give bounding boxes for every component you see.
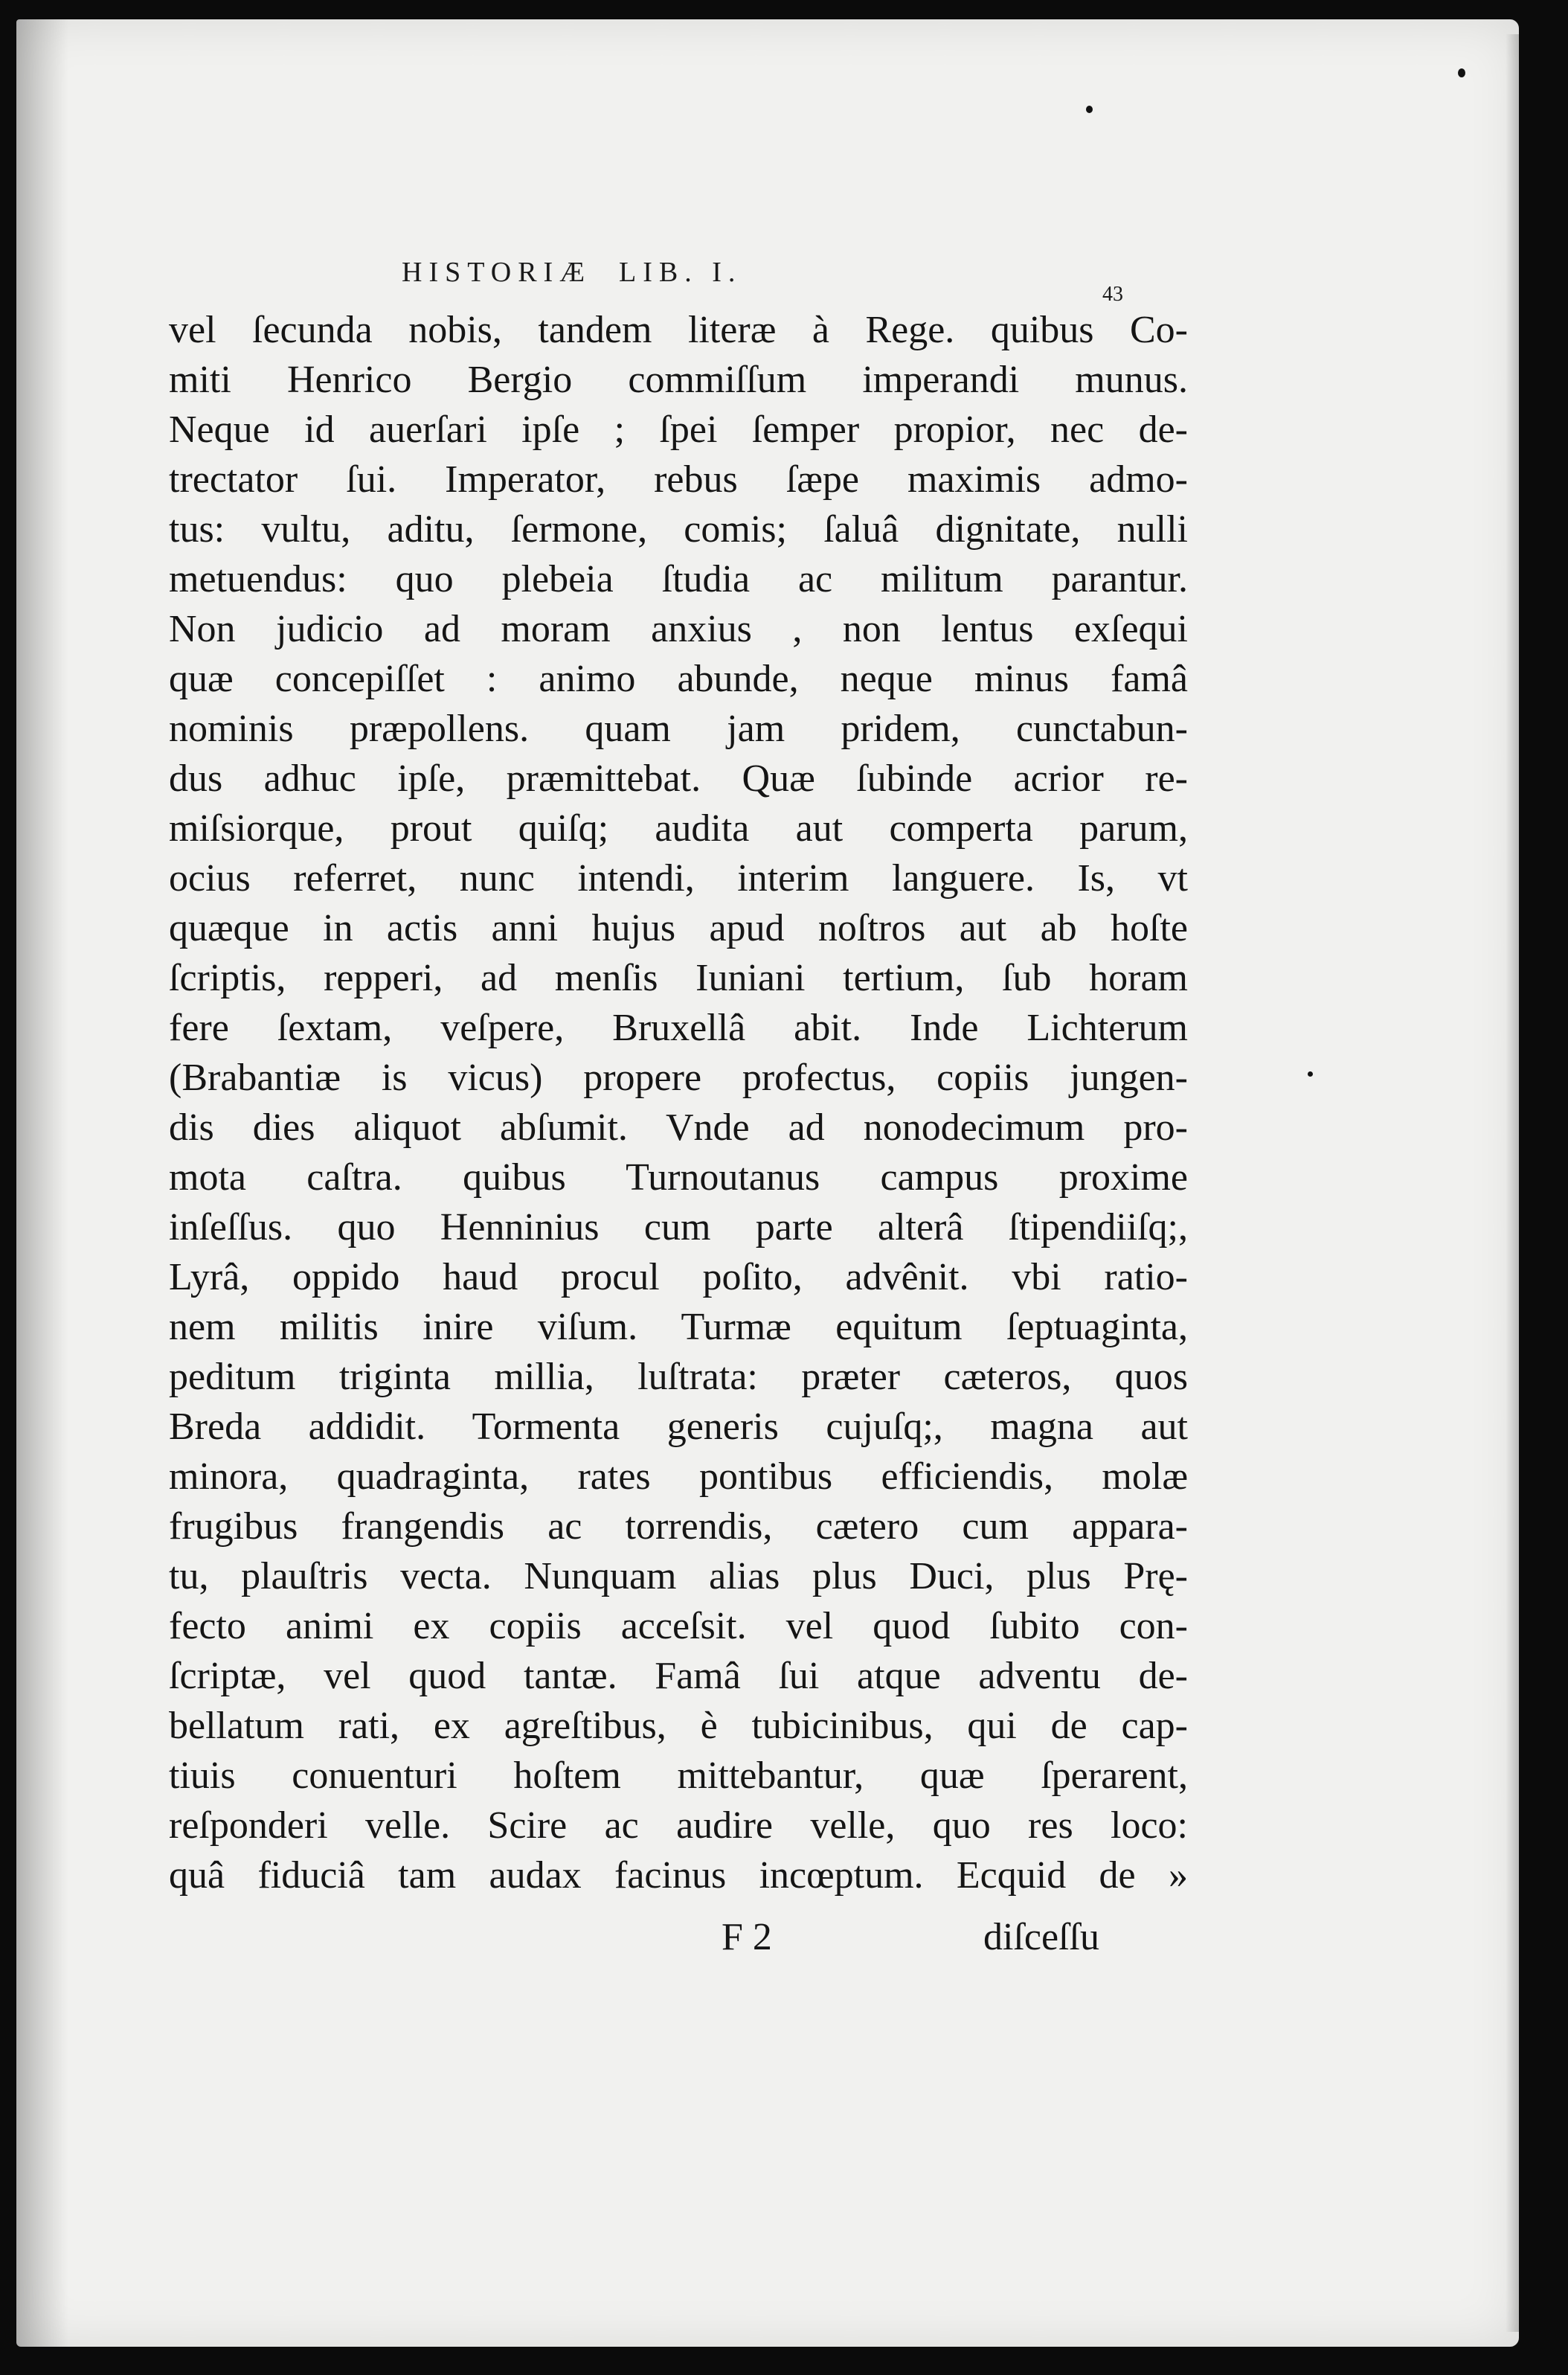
text-line: quæ concepiſſet : animo abunde, neque minus famâ — [169, 658, 1188, 700]
text-line: quâ fiduciâ tam audax facinus incœptum. Ecquid de » — [169, 1854, 1188, 1897]
text-line: trectator ſui. Imperator, rebus ſæpe maximis admo- — [169, 458, 1188, 501]
text-line: ſcriptæ, vel quod tantæ. Famâ ſui atque adventu de- — [169, 1655, 1188, 1697]
text-line: dus adhuc ipſe, præmittebat. Quæ ſubinde acrior re- — [169, 757, 1188, 800]
ink-speck — [1086, 106, 1093, 113]
text-line: ocius referret, nunc intendi, interim languere. Is, vt — [169, 857, 1188, 900]
text-line: fere ſextam, veſpere, Bruxellâ abit. Inde Lichterum — [169, 1007, 1188, 1049]
text-line: nominis præpollens. quam jam pridem, cunctabun- — [169, 708, 1188, 750]
text-line: reſponderi velle. Scire ac audire velle, quo res loco: — [169, 1804, 1188, 1847]
text-line: vel ſecunda nobis, tandem literæ à Rege. quibus Co- — [169, 309, 1188, 351]
text-line: bellatum rati, ex agreſtibus, è tubicinibus, qui de cap- — [169, 1705, 1188, 1747]
body-text — [169, 305, 1188, 1900]
book-page — [16, 19, 1519, 2347]
text-line: miti Henrico Bergio commiſſum imperandi munus. — [169, 359, 1188, 401]
text-line: mota caſtra. quibus Turnoutanus campus proxime — [169, 1156, 1188, 1199]
page-edge-shadow — [1506, 34, 1519, 2332]
running-head: HISTORIÆ LIB. I. — [402, 257, 742, 288]
text-line: minora, quadraginta, rates pontibus efficiendis, molæ — [169, 1455, 1188, 1498]
gutter-shadow — [16, 19, 68, 2347]
catchword: diſceſſu — [983, 1916, 1099, 1958]
text-line: metuendus: quo plebeia ſtudia ac militum parantur. — [169, 558, 1188, 600]
ink-speck — [1308, 1071, 1313, 1077]
text-line: (Brabantiæ is vicus) propere profectus, copiis jungen- — [169, 1057, 1188, 1099]
text-line: dis dies aliquot abſumit. Vnde ad nonodecimum pro- — [169, 1106, 1188, 1149]
page-number: 43 — [1102, 283, 1123, 306]
text-line: Neque id auerſari ipſe ; ſpei ſemper propior, nec de- — [169, 408, 1188, 451]
text-line: frugibus frangendis ac torrendis, cætero cum appara- — [169, 1505, 1188, 1548]
text-line: tu, plauſtris vecta. Nunquam alias plus Duci, plus Prę- — [169, 1555, 1188, 1597]
text-line: Non judicio ad moram anxius , non lentus exſequi — [169, 608, 1188, 650]
text-line: quæque in actis anni hujus apud noſtros aut ab hoſte — [169, 907, 1188, 949]
text-line: peditum triginta millia, luſtrata: præter cæteros, quos — [169, 1356, 1188, 1398]
signature-mark: F 2 — [722, 1916, 772, 1958]
text-line: tus: vultu, aditu, ſermone, comis; ſaluâ dignitate, nulli — [169, 508, 1188, 551]
text-line: nem militis inire viſum. Turmæ equitum ſeptuaginta, — [169, 1306, 1188, 1348]
text-line: fecto animi ex copiis acceſsit. vel quod ſubito con- — [169, 1605, 1188, 1647]
text-line: ſcriptis, repperi, ad menſis Iuniani tertium, ſub horam — [169, 957, 1188, 999]
ink-speck — [1458, 68, 1465, 77]
text-line: Lyrâ, oppido haud procul poſito, advênit. vbi ratio- — [169, 1256, 1188, 1298]
text-line: inſeſſus. quo Henninius cum parte alterâ ſtipendiiſq;, — [169, 1206, 1188, 1249]
text-line: tiuis conuenturi hoſtem mittebantur, quæ ſperarent, — [169, 1754, 1188, 1797]
text-line: Breda addidit. Tormenta generis cujuſq;, magna aut — [169, 1406, 1188, 1448]
text-line: miſsiorque, prout quiſq; audita aut comperta parum, — [169, 807, 1188, 850]
